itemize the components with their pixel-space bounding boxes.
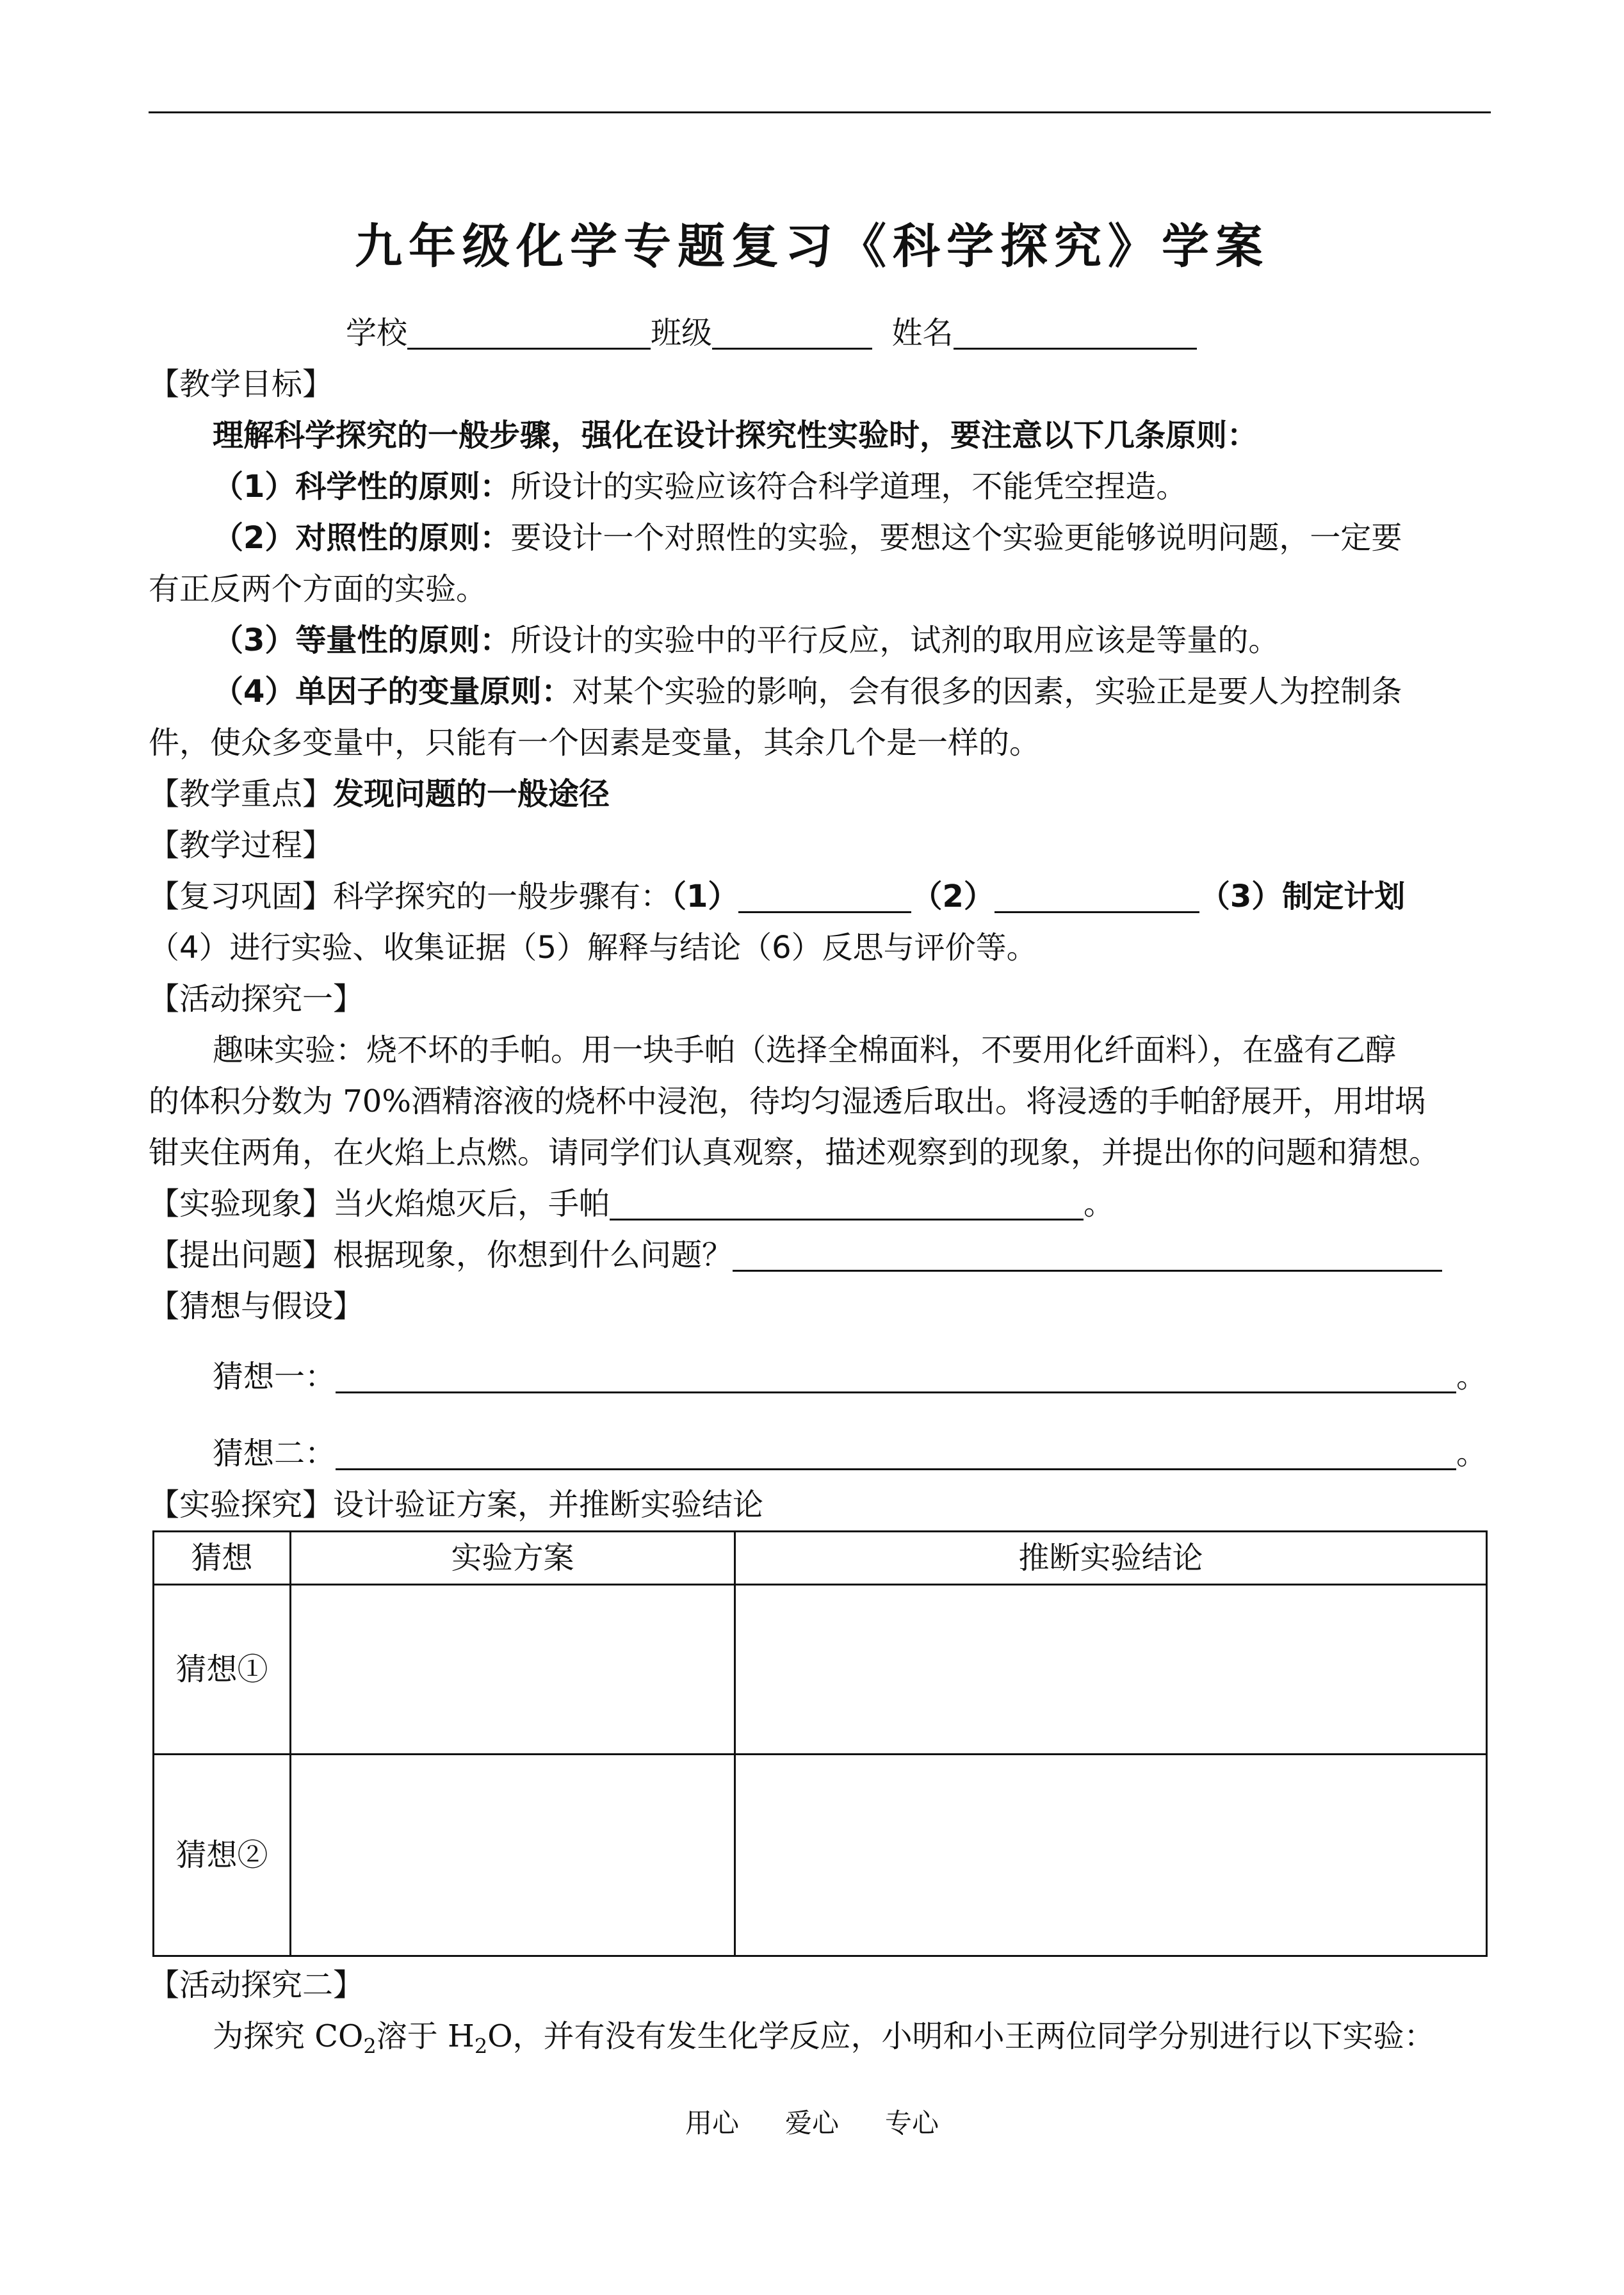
table-header-plan: 实验方案 [291, 1532, 735, 1585]
question-field[interactable] [733, 1237, 1442, 1272]
review-text: 科学探究的一般步骤有： [333, 879, 672, 914]
phenomenon-field[interactable] [610, 1185, 1084, 1220]
process-heading: 【教学过程】 [149, 827, 334, 863]
review-heading: 【复习巩固】 [149, 879, 334, 914]
footer-item: 爱心 [784, 2107, 839, 2139]
table-row [154, 1755, 1487, 1956]
guess-2-end: 。 [1456, 1436, 1488, 1472]
review-line [149, 871, 1491, 922]
principle-3-text: 所设计的实验中的平行反应，试剂的取用应该是等量的。 [510, 622, 1279, 658]
phenomenon-heading: 【实验现象】 [149, 1186, 334, 1222]
principle-2-cont: 有正反两个方面的实验。 [149, 571, 487, 607]
footer [0, 2098, 1624, 2149]
principle-3 [149, 615, 1491, 666]
principle-4-cont: 件，使众多变量中，只能有一个因素是变量，其余几个是一样的。 [149, 725, 1041, 761]
table-header-row [154, 1532, 1487, 1585]
school-field[interactable] [407, 314, 651, 350]
key-point [149, 768, 1491, 820]
explore-heading: 【实验探究】 [149, 1487, 334, 1523]
question-heading: 【提出问题】 [149, 1237, 334, 1273]
conclusion-cell[interactable] [735, 1585, 1487, 1755]
guess-2-line [149, 1428, 1491, 1479]
info-line [346, 307, 1491, 359]
phenomenon-text: 当火焰熄灭后，手帕 [333, 1186, 610, 1222]
guess-1-label: 猜想一： [213, 1359, 336, 1395]
step-2-field[interactable] [995, 878, 1199, 913]
review-cont: （4）进行实验、收集证据（5）解释与结论（6）反思与评价等。 [149, 930, 1037, 966]
activity1-para-1: 趣味实验：烧不坏的手帕。用一块手帕（选择全棉面料，不要用化纤面料），在盛有乙醇 [213, 1032, 1397, 1068]
principle-1-text: 所设计的实验应该符合科学道理，不能凭空捏造。 [510, 469, 1187, 505]
key-text: 发现问题的一般途径 [333, 776, 610, 812]
table-row-label: 猜想① [154, 1585, 291, 1755]
principle-1 [149, 461, 1491, 512]
principle-4-title: （4）单因子的变量原则： [213, 674, 572, 710]
table-header-conclusion: 推断实验结论 [735, 1532, 1487, 1585]
principle-2-title: （2）对照性的原则： [213, 520, 511, 556]
activity2-sub-b: 2 [474, 2034, 488, 2059]
question-line [149, 1229, 1491, 1281]
name-field[interactable] [954, 314, 1197, 350]
plan-cell[interactable] [291, 1585, 735, 1755]
guess-1-end: 。 [1456, 1359, 1488, 1395]
step-1-field[interactable] [738, 878, 911, 913]
activity2-text-c: O，并有没有发生化学反应，小明和小王两位同学分别进行以下实验： [487, 2018, 1435, 2054]
goals-heading: 【教学目标】 [149, 366, 334, 402]
principle-4-text: 对某个实验的影响，会有很多的因素，实验正是要人为控制条 [572, 674, 1402, 710]
guess-1-field[interactable] [336, 1358, 1456, 1393]
conclusion-cell[interactable] [735, 1755, 1487, 1956]
footer-item: 用心 [685, 2107, 739, 2139]
activity1-para-3: 钳夹住两角，在火焰上点燃。请同学们认真观察，描述观察到的现象，并提出你的问题和猜想。 [149, 1135, 1440, 1171]
step-1-label: （1） [671, 879, 739, 914]
principle-2-text: 要设计一个对照性的实验，要想这个实验更能够说明问题，一定要 [510, 520, 1402, 556]
plan-cell[interactable] [291, 1755, 735, 1956]
phenomenon-end: 。 [1084, 1186, 1115, 1222]
footer-item: 专心 [885, 2107, 939, 2139]
explore-line [149, 1479, 1491, 1530]
step-3-label: （3）制定计划 [1199, 879, 1406, 914]
experiment-table [152, 1530, 1488, 1957]
activity2-text-b: 溶于 H [376, 2018, 475, 2054]
explore-text: 设计验证方案，并推断实验结论 [333, 1487, 764, 1523]
activity1-heading: 【活动探究一】 [149, 981, 364, 1017]
class-field[interactable] [712, 314, 872, 350]
header-rule [149, 111, 1491, 113]
principle-2 [149, 512, 1491, 564]
school-label: 学校 [346, 315, 408, 351]
activity2-sub-a: 2 [363, 2034, 377, 2059]
goals-intro: 理解科学探究的一般步骤，强化在设计探究性实验时，要注意以下几条原则： [213, 418, 1258, 453]
page-title: 九年级化学专题复习《科学探究》学案 [355, 219, 1269, 274]
activity1-para-2: 的体积分数为 70%酒精溶液的烧杯中浸泡，待均匀湿透后取出。将浸透的手帕舒展开，用坩埚 [149, 1083, 1425, 1119]
principle-4 [149, 666, 1491, 717]
class-label: 班级 [651, 315, 713, 351]
step-2-label: （2） [911, 879, 995, 914]
activity2-heading: 【活动探究二】 [149, 1967, 364, 2003]
name-label: 姓名 [891, 315, 954, 351]
table-row [154, 1585, 1487, 1755]
key-heading: 【教学重点】 [149, 776, 334, 812]
guess-heading: 【猜想与假设】 [149, 1288, 364, 1324]
table-header-guess: 猜想 [154, 1532, 291, 1585]
guess-2-field[interactable] [336, 1435, 1456, 1470]
guess-1-line [149, 1351, 1491, 1402]
activity2-text [149, 2011, 1491, 2062]
activity2-text-a: 为探究 CO [213, 2018, 364, 2054]
table-row-label: 猜想② [154, 1755, 291, 1956]
phenomenon-line [149, 1178, 1491, 1229]
question-text: 根据现象，你想到什么问题？ [333, 1237, 733, 1273]
principle-3-title: （3）等量性的原则： [213, 622, 511, 658]
guess-2-label: 猜想二： [213, 1436, 336, 1472]
principle-1-title: （1）科学性的原则： [213, 469, 511, 505]
